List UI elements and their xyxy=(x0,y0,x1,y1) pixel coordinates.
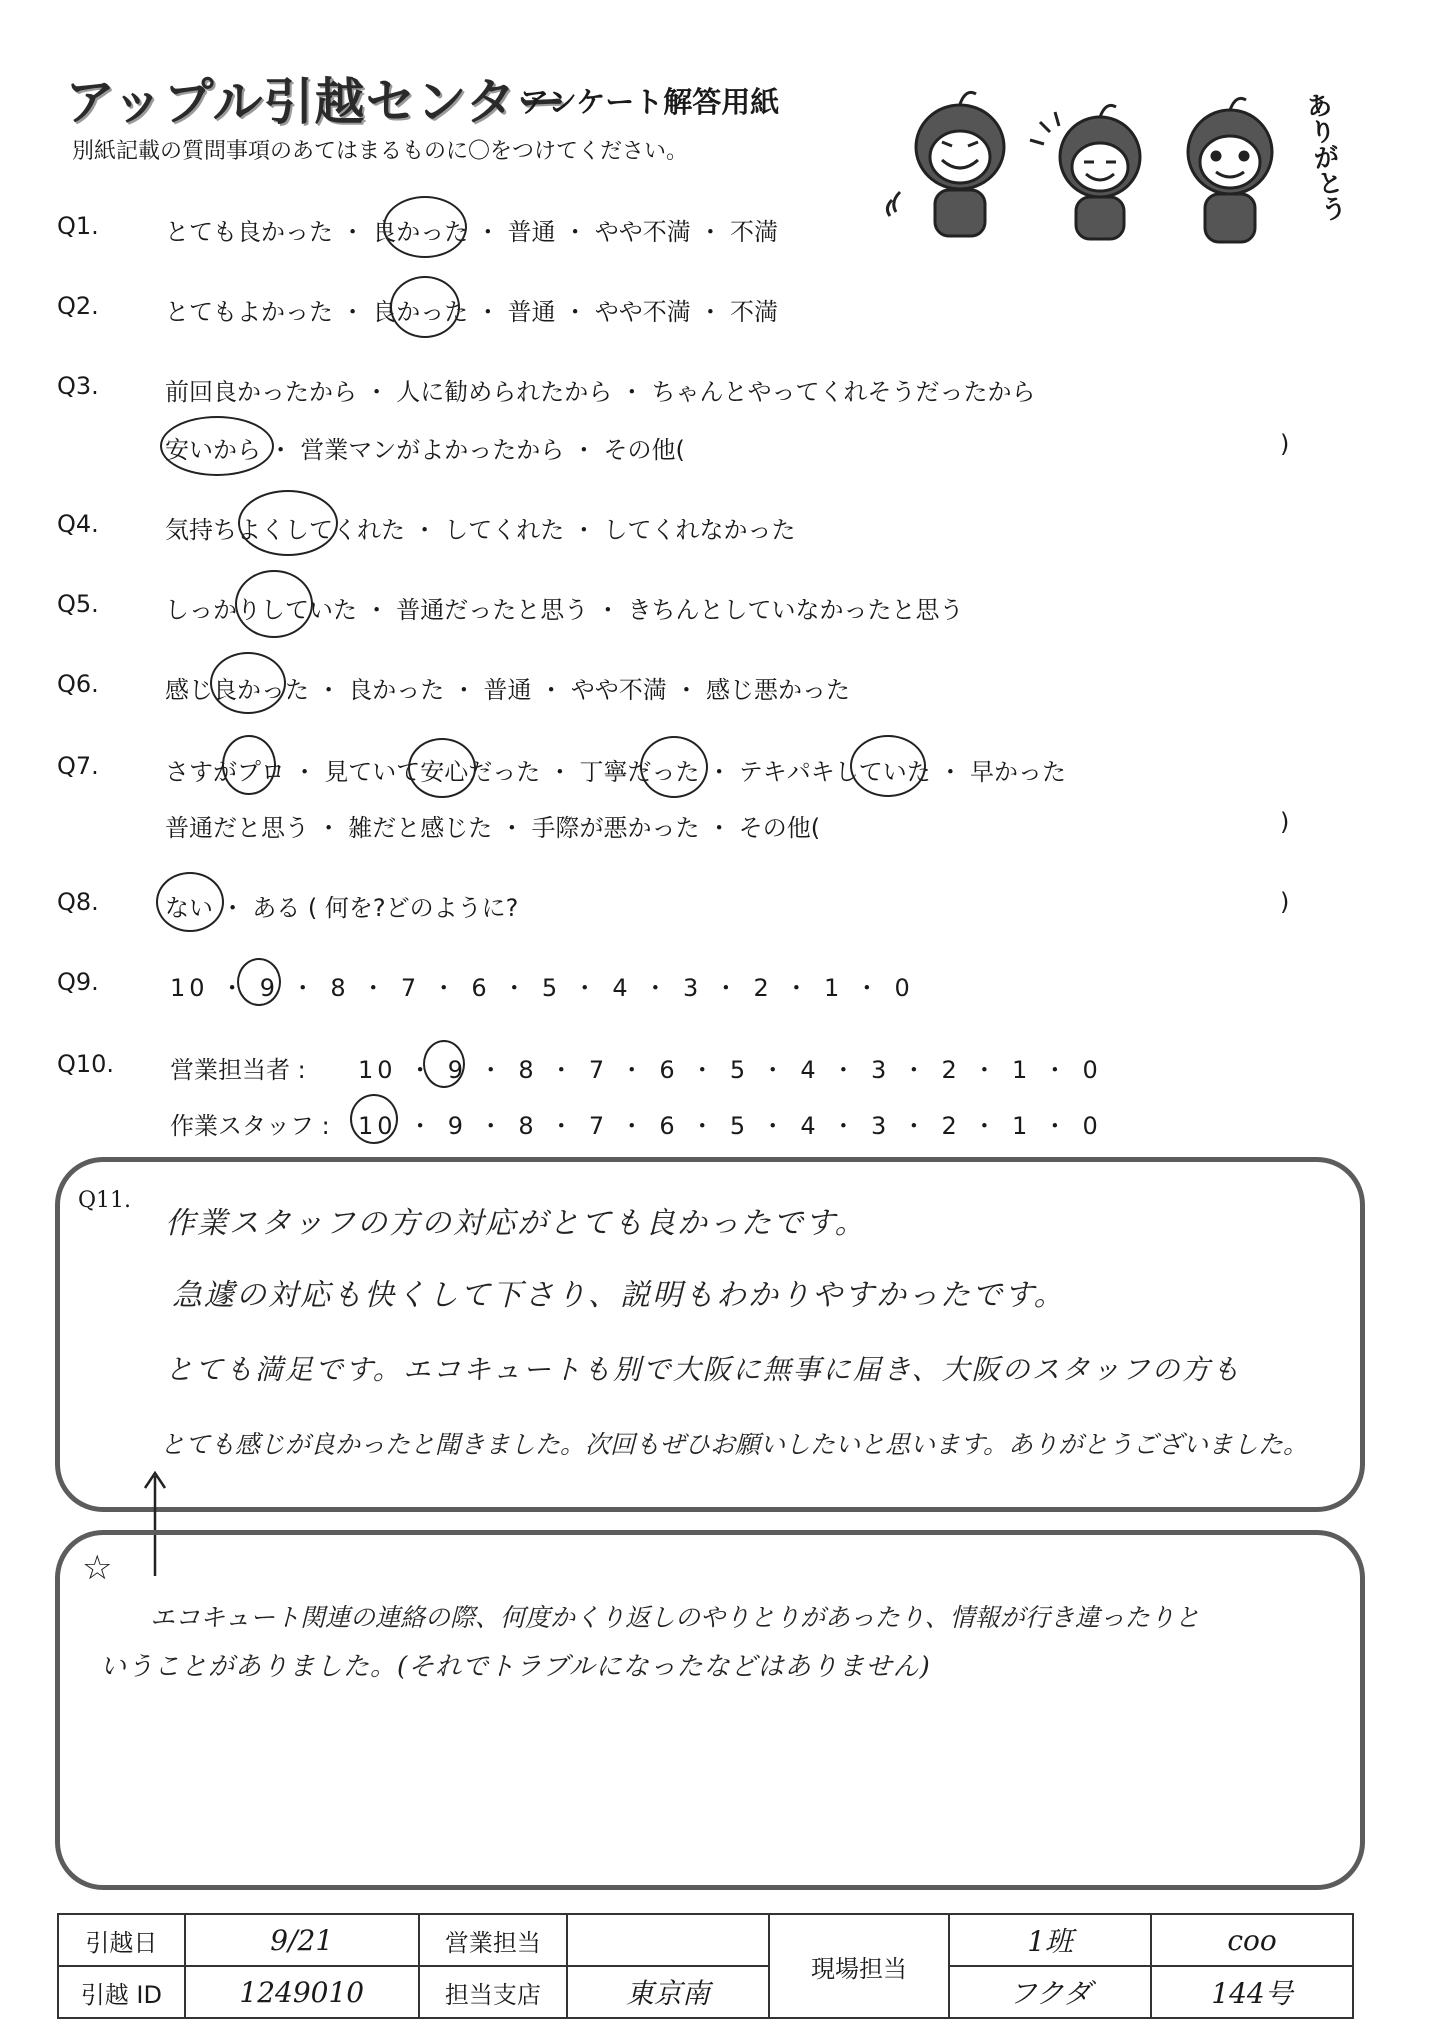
q10-staff-options[interactable]: 10 ・ 9 ・ 8 ・ 7 ・ 6 ・ 5 ・ 4 ・ 3 ・ 2 ・ 1 ・ 0 xyxy=(358,1112,1102,1140)
q8-selection-circle xyxy=(156,872,224,932)
q10-label: Q10. xyxy=(57,1050,115,1078)
sales-label: 営業担当 xyxy=(419,1914,567,1966)
q10-sales-selection-circle xyxy=(423,1040,465,1088)
q6-options[interactable]: 感じ良かった ・ 良かった ・ 普通 ・ やや不満 ・ 感じ悪かった xyxy=(165,676,851,704)
q2-selection-circle xyxy=(390,276,460,338)
q9-label: Q9. xyxy=(57,968,99,996)
q7-label: Q7. xyxy=(57,752,99,780)
q7-selection-circle-1 xyxy=(222,735,276,795)
q11-line-2: 急遽の対応も快くして下さり、説明もわかりやすかったです。 xyxy=(172,1278,1066,1313)
q8-close-paren: ) xyxy=(1280,888,1290,916)
footer-table xyxy=(57,1913,1354,2019)
q8-options[interactable]: ない ・ ある ( 何を?どのように? xyxy=(165,894,519,922)
q4-options[interactable]: 気持ちよくしてくれた ・ してくれた ・ してくれなかった xyxy=(165,516,796,544)
moving-id-value[interactable]: 1249010 xyxy=(185,1966,419,2018)
site-value-2[interactable]: coo xyxy=(1151,1914,1353,1966)
q1-selection-circle xyxy=(383,196,467,258)
q5-options[interactable]: しっかりしていた ・ 普通だったと思う ・ きちんとしていなかったと思う xyxy=(165,596,964,624)
q1-options[interactable]: とても良かった ・ 良かった ・ 普通 ・ やや不満 ・ 不満 xyxy=(165,218,779,246)
form-subtitle: アンケート解答用紙 xyxy=(520,85,780,119)
q8-label: Q8. xyxy=(57,888,99,916)
instruction-text: 別紙記載の質問事項のあてはまるものに〇をつけてください。 xyxy=(72,139,689,164)
branch-label: 担当支店 xyxy=(419,1966,567,2018)
q6-selection-circle xyxy=(210,652,286,714)
q7-selection-circle-2 xyxy=(408,738,476,798)
moving-date-label: 引越日 xyxy=(58,1914,185,1966)
moving-date-value[interactable]: 9/21 xyxy=(185,1914,419,1966)
q11-line-3: とても満足です。エコキュートも別で大阪に無事に届き、大阪のスタッフの方も xyxy=(165,1353,1242,1386)
q6-label: Q6. xyxy=(57,670,99,698)
q7-close-paren: ) xyxy=(1280,808,1290,836)
branch-value[interactable]: 東京南 xyxy=(567,1966,769,2018)
q3-close-paren: ) xyxy=(1280,430,1290,458)
q7-options-line1[interactable]: さすがプロ ・ 見ていて安心だった ・ 丁寧だった ・ テキパキしていた ・ 早かった xyxy=(165,758,1067,786)
star-line-1: エコキュート関連の連絡の際、何度かくり返しのやりとりがあったり、情報が行き違ったりと xyxy=(150,1603,1200,1632)
q3-label: Q3. xyxy=(57,372,99,400)
q9-options[interactable]: 10 ・ 9 ・ 8 ・ 7 ・ 6 ・ 5 ・ 4 ・ 3 ・ 2 ・ 1 ・ 0 xyxy=(170,974,914,1002)
star-comment-box[interactable] xyxy=(55,1530,1365,1890)
q7-selection-circle-4 xyxy=(850,735,926,797)
q7-options-line2[interactable]: 普通だと思う ・ 雑だと感じた ・ 手際が悪かった ・ その他( xyxy=(165,814,821,842)
mascot-caption: ありがとう xyxy=(1300,90,1348,224)
q3-options-line1[interactable]: 前回良かったから ・ 人に勧められたから ・ ちゃんとやってくれそうだったから xyxy=(165,378,1036,406)
q1-label: Q1. xyxy=(57,212,99,240)
site-value-1[interactable]: 1班 xyxy=(949,1914,1151,1966)
q11-label: Q11. xyxy=(78,1188,132,1213)
q11-line-1: 作業スタッフの方の対応がとても良かったです。 xyxy=(165,1206,867,1241)
q5-label: Q5. xyxy=(57,590,99,618)
q11-line-4: とても感じが良かったと聞きました。次回もぜひお願いしたいと思います。ありがとうございました。 xyxy=(160,1430,1309,1459)
star-icon: ☆ xyxy=(82,1548,113,1588)
q10-staff-selection-circle xyxy=(350,1094,398,1144)
q10-sales-label: 営業担当者 : xyxy=(170,1056,306,1084)
q10-staff-label: 作業スタッフ : xyxy=(170,1112,330,1140)
brand-title: アップル引越センター xyxy=(65,73,568,131)
site-label: 現場担当 xyxy=(769,1914,949,2018)
q4-selection-circle xyxy=(238,490,338,556)
site-value-3[interactable]: フクダ xyxy=(949,1966,1151,2018)
q9-selection-circle xyxy=(237,958,281,1006)
q2-options[interactable]: とてもよかった ・ 良かった ・ 普通 ・ やや不満 ・ 不満 xyxy=(165,298,779,326)
star-line-2: いうことがありました。(それでトラブルになったなどはありません) xyxy=(100,1652,931,1682)
q3-selection-circle xyxy=(160,416,274,476)
moving-id-label: 引越 ID xyxy=(58,1966,185,2018)
q3-options-line2[interactable]: 安いから ・ 営業マンがよかったから ・ その他( xyxy=(165,436,685,464)
site-value-4[interactable]: 144号 xyxy=(1151,1966,1353,2018)
q5-selection-circle xyxy=(235,570,313,638)
sales-value[interactable] xyxy=(567,1914,769,1966)
q7-selection-circle-3 xyxy=(640,736,708,798)
mascot-illustration xyxy=(880,82,1350,252)
q4-label: Q4. xyxy=(57,510,99,538)
q2-label: Q2. xyxy=(57,292,99,320)
q10-sales-options[interactable]: 10 ・ 9 ・ 8 ・ 7 ・ 6 ・ 5 ・ 4 ・ 3 ・ 2 ・ 1 ・ 0 xyxy=(358,1056,1102,1084)
